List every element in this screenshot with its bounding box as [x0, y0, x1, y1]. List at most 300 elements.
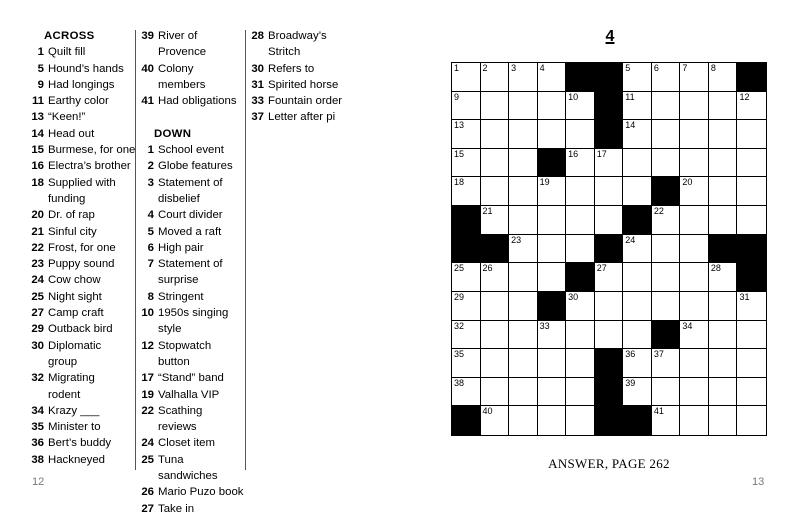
clue-text: School event: [158, 144, 224, 157]
grid-cell[interactable]: [623, 149, 652, 178]
down-clue: [138, 501, 244, 517]
clue-number: 18: [31, 176, 44, 189]
clue-text: Scathing reviews: [158, 404, 203, 434]
grid-cell[interactable]: [680, 235, 709, 264]
grid-cell[interactable]: [509, 349, 538, 378]
clue-text: Night sight: [48, 290, 102, 303]
clue-number: 41: [141, 95, 154, 108]
cell-number: 2: [482, 63, 488, 73]
grid-cell[interactable]: [652, 92, 681, 121]
cell-number: 4: [539, 63, 545, 73]
grid-cell[interactable]: [481, 92, 510, 121]
grid-cell[interactable]: [509, 378, 538, 407]
grid-block: [623, 206, 652, 235]
clue-number: 22: [31, 241, 44, 254]
cell-number: 35: [454, 349, 465, 360]
grid-cell[interactable]: [481, 63, 510, 92]
grid-cell[interactable]: [595, 177, 624, 206]
clue-text: Had longings: [48, 78, 115, 91]
down-clue: [138, 403, 244, 436]
grid-cell[interactable]: [509, 406, 538, 435]
grid-cell[interactable]: [680, 120, 709, 149]
grid-cell[interactable]: [652, 149, 681, 178]
grid-cell[interactable]: [737, 120, 766, 149]
across-clue: [28, 370, 136, 386]
column-divider: [135, 30, 136, 470]
grid-cell[interactable]: [538, 406, 567, 435]
clue-text: style: [158, 323, 182, 336]
down-clue: [138, 142, 244, 158]
grid-cell[interactable]: [737, 149, 766, 178]
grid-cell[interactable]: [509, 235, 538, 264]
clue-text: Supplied with: [48, 176, 116, 189]
clue-text: River of: [158, 30, 198, 42]
clue-number: 24: [141, 437, 154, 450]
across-clue: [28, 387, 136, 403]
clue-text: 1950s singing: [158, 307, 229, 320]
clue-number: 13: [31, 111, 44, 124]
clue-number: 5: [147, 225, 154, 238]
grid-cell[interactable]: [566, 378, 595, 407]
grid-block: [595, 406, 624, 435]
grid-cell[interactable]: [709, 406, 738, 435]
clue-number: [138, 44, 158, 60]
grid-cell[interactable]: [709, 321, 738, 350]
grid-cell[interactable]: [737, 292, 766, 321]
grid-cell[interactable]: [680, 206, 709, 235]
grid-cell[interactable]: [481, 177, 510, 206]
grid-cell[interactable]: [652, 263, 681, 292]
clue-number: 27: [141, 502, 154, 515]
grid-cell[interactable]: [538, 263, 567, 292]
grid-cell[interactable]: [709, 292, 738, 321]
grid-cell[interactable]: [709, 149, 738, 178]
across-clue: [138, 44, 244, 60]
clue-number: 14: [31, 127, 44, 140]
grid-cell[interactable]: [623, 378, 652, 407]
cell-number: 34: [682, 320, 693, 331]
clue-number: 33: [251, 95, 264, 108]
grid-cell[interactable]: [623, 177, 652, 206]
clues-column-2: [138, 28, 244, 517]
grid-cell[interactable]: [623, 120, 652, 149]
down-clue: [248, 28, 348, 44]
grid-cell[interactable]: [623, 263, 652, 292]
clue-text: Statement of: [158, 258, 223, 271]
clue-text: Head out: [48, 127, 95, 140]
grid-block: [566, 263, 595, 292]
down-clue: [138, 305, 244, 321]
across-clue: [28, 207, 136, 223]
down-clue: [138, 158, 244, 174]
clue-number: [248, 44, 268, 60]
grid-cell[interactable]: [623, 63, 652, 92]
grid-cell[interactable]: [709, 92, 738, 121]
grid-cell[interactable]: [452, 378, 481, 407]
clue-text: group: [48, 355, 78, 368]
cell-number: 15: [454, 148, 465, 159]
clue-text: Had obligations: [158, 95, 237, 108]
across-clue: [138, 93, 244, 109]
down-clue: [138, 207, 244, 223]
clue-text: Take in: [158, 502, 195, 515]
grid-cell[interactable]: [509, 321, 538, 350]
grid-cell[interactable]: [481, 406, 510, 435]
clue-text: Dr. of rap: [48, 209, 95, 222]
across-clue: [28, 44, 136, 60]
across-clue: [28, 77, 136, 93]
down-clue: [138, 289, 244, 305]
grid-cell[interactable]: [680, 263, 709, 292]
clue-number: 10: [141, 307, 154, 320]
clue-number: 39: [141, 30, 154, 42]
grid-block: [737, 235, 766, 264]
clue-number: 5: [37, 62, 44, 75]
grid-cell[interactable]: [652, 349, 681, 378]
grid-cell[interactable]: [452, 263, 481, 292]
grid-cell[interactable]: [481, 292, 510, 321]
cell-number: 14: [625, 120, 636, 131]
grid-cell[interactable]: [623, 235, 652, 264]
grid-cell[interactable]: [652, 63, 681, 92]
clue-number: 24: [31, 274, 44, 287]
clue-number: 22: [141, 404, 154, 417]
grid-cell[interactable]: [737, 349, 766, 378]
clue-text: Mario Puzo book: [158, 486, 244, 499]
grid-block: [481, 235, 510, 264]
grid-cell[interactable]: [737, 177, 766, 206]
grid-cell[interactable]: [538, 206, 567, 235]
clue-text: Camp craft: [48, 307, 104, 320]
clue-number: 6: [147, 241, 154, 254]
grid-block: [737, 263, 766, 292]
grid-cell[interactable]: [538, 92, 567, 121]
grid-block: [595, 92, 624, 121]
down-clue: [138, 370, 244, 386]
across-clue: [28, 403, 136, 419]
clue-text: Puppy sound: [48, 258, 115, 271]
clue-number: 3: [147, 176, 154, 189]
grid-cell[interactable]: [538, 63, 567, 92]
grid-cell[interactable]: [481, 206, 510, 235]
grid-cell[interactable]: [680, 378, 709, 407]
cell-number: 21: [482, 206, 493, 217]
grid-cell[interactable]: [538, 321, 567, 350]
down-clue: [138, 272, 244, 288]
across-clue: [28, 126, 136, 142]
down-clue: [138, 224, 244, 240]
across-clue: [28, 240, 136, 256]
clue-text: Refers to: [268, 62, 315, 75]
grid-cell[interactable]: [709, 120, 738, 149]
cell-number: 22: [653, 206, 664, 217]
clue-number: 20: [31, 209, 44, 222]
clue-text: surprise: [158, 274, 199, 287]
clue-number: 25: [141, 453, 154, 466]
clue-number: 8: [147, 290, 154, 303]
grid-cell[interactable]: [481, 149, 510, 178]
grid-cell[interactable]: [566, 177, 595, 206]
grid-cell[interactable]: [680, 406, 709, 435]
grid-cell[interactable]: [680, 177, 709, 206]
across-clue: [28, 109, 136, 125]
grid-cell[interactable]: [680, 92, 709, 121]
grid-cell[interactable]: [595, 292, 624, 321]
clue-text: Migrating: [48, 372, 95, 385]
grid-cell[interactable]: [737, 378, 766, 407]
cell-number: 36: [625, 349, 636, 360]
down-clue: [138, 321, 244, 337]
grid-cell[interactable]: [709, 177, 738, 206]
down-clue: [138, 175, 244, 191]
grid-cell[interactable]: [680, 292, 709, 321]
grid-block: [652, 321, 681, 350]
page-number-right: 13: [752, 476, 765, 488]
clue-text: Quilt fill: [48, 46, 86, 59]
clue-number: 29: [31, 323, 44, 336]
grid-cell[interactable]: [623, 92, 652, 121]
clue-text: Krazy ___: [48, 404, 100, 417]
cell-number: 17: [596, 148, 607, 159]
grid-cell[interactable]: [566, 349, 595, 378]
grid-cell[interactable]: [509, 206, 538, 235]
clue-text: “Stand” band: [158, 372, 224, 385]
grid-cell[interactable]: [538, 120, 567, 149]
grid-block: [538, 292, 567, 321]
cell-number: 16: [568, 148, 579, 159]
grid-cell[interactable]: [481, 263, 510, 292]
clue-text: Minister to: [48, 421, 101, 434]
grid-cell[interactable]: [538, 235, 567, 264]
grid-cell[interactable]: [452, 120, 481, 149]
cell-number: 19: [539, 177, 550, 188]
grid-cell[interactable]: [509, 149, 538, 178]
across-clue: [28, 158, 136, 174]
grid-cell[interactable]: [481, 378, 510, 407]
clue-number: 16: [31, 160, 44, 173]
grid-cell[interactable]: [481, 120, 510, 149]
cell-number: 29: [454, 291, 465, 302]
grid-cell[interactable]: [452, 292, 481, 321]
grid-cell[interactable]: [566, 321, 595, 350]
grid-cell[interactable]: [481, 321, 510, 350]
grid-cell[interactable]: [680, 149, 709, 178]
grid-cell[interactable]: [652, 206, 681, 235]
clue-number: [138, 321, 158, 337]
clue-number: 30: [251, 62, 264, 75]
clue-number: 32: [31, 372, 44, 385]
grid-cell[interactable]: [566, 292, 595, 321]
grid-cell[interactable]: [452, 63, 481, 92]
cell-number: 12: [739, 91, 750, 102]
grid-cell[interactable]: [680, 63, 709, 92]
cell-number: 25: [454, 263, 465, 274]
cell-number: 9: [454, 91, 460, 102]
grid-cell[interactable]: [623, 292, 652, 321]
clue-number: 17: [141, 372, 154, 385]
grid-cell[interactable]: [680, 349, 709, 378]
clue-text: High pair: [158, 241, 204, 254]
across-clue: [28, 175, 136, 191]
grid-cell[interactable]: [709, 263, 738, 292]
cell-number: 3: [511, 63, 517, 73]
clue-text: Provence: [158, 46, 207, 59]
clue-number: 40: [141, 62, 154, 75]
clue-number: [28, 191, 48, 207]
grid-cell[interactable]: [566, 149, 595, 178]
grid-cell[interactable]: [481, 349, 510, 378]
grid-cell[interactable]: [680, 321, 709, 350]
grid-cell[interactable]: [509, 63, 538, 92]
grid-cell[interactable]: [652, 120, 681, 149]
down-clue: [248, 77, 348, 93]
clue-text: disbelief: [158, 192, 200, 205]
down-clue: [248, 109, 348, 125]
grid-cell[interactable]: [566, 206, 595, 235]
clue-number: 12: [141, 339, 154, 352]
across-clue: [28, 321, 136, 337]
grid-block: [595, 378, 624, 407]
cell-number: 7: [682, 63, 688, 73]
grid-block: [737, 63, 766, 92]
grid-cell[interactable]: [452, 177, 481, 206]
clue-text: Cow chow: [48, 274, 101, 287]
clue-number: [138, 191, 158, 207]
clue-text: “Keen!”: [48, 111, 86, 124]
clue-text: Hackneyed: [48, 453, 105, 466]
puzzle-number: 4: [605, 28, 615, 45]
across-clue: [28, 142, 136, 158]
grid-cell[interactable]: [538, 378, 567, 407]
grid-block: [566, 63, 595, 92]
across-clue: [28, 435, 136, 451]
down-clue: [248, 93, 348, 109]
clue-text: Frost, for one: [48, 241, 116, 254]
cell-number: 13: [454, 120, 465, 131]
grid-cell[interactable]: [509, 177, 538, 206]
grid-cell[interactable]: [566, 92, 595, 121]
clue-number: 1: [37, 46, 44, 59]
clue-text: Court divider: [158, 209, 223, 222]
grid-cell[interactable]: [538, 349, 567, 378]
down-clue: [138, 256, 244, 272]
across-clue: [28, 272, 136, 288]
clue-number: 34: [31, 404, 44, 417]
clue-number: 2: [147, 160, 154, 173]
clue-text: Hound’s hands: [48, 62, 124, 75]
grid-cell[interactable]: [595, 206, 624, 235]
spacer: [138, 109, 244, 125]
grid-cell[interactable]: [595, 149, 624, 178]
clue-number: 19: [141, 388, 154, 401]
across-clue: [28, 61, 136, 77]
cell-number: 37: [653, 349, 664, 360]
down-clues-column-3: [248, 28, 348, 126]
cell-number: 41: [653, 406, 664, 417]
cell-number: 23: [511, 234, 522, 245]
clue-number: 28: [251, 30, 264, 42]
grid-cell[interactable]: [595, 263, 624, 292]
grid-cell[interactable]: [623, 349, 652, 378]
cell-number: 6: [653, 63, 659, 73]
grid-cell[interactable]: [737, 206, 766, 235]
grid-cell[interactable]: [595, 321, 624, 350]
grid-cell[interactable]: [566, 235, 595, 264]
clue-text: Broadway’s: [268, 30, 327, 42]
grid-cell[interactable]: [452, 149, 481, 178]
clue-number: [28, 354, 48, 370]
cell-number: 1: [454, 63, 460, 73]
cell-number: 40: [482, 406, 493, 417]
grid-cell[interactable]: [737, 92, 766, 121]
down-clue: [138, 240, 244, 256]
clue-number: 7: [147, 258, 154, 271]
grid-cell[interactable]: [709, 349, 738, 378]
grid-cell[interactable]: [566, 406, 595, 435]
grid-block: [595, 63, 624, 92]
down-clue: [138, 484, 244, 500]
clue-number: [138, 272, 158, 288]
down-clue: [138, 191, 244, 207]
grid-cell[interactable]: [652, 235, 681, 264]
grid-cell[interactable]: [509, 292, 538, 321]
page-number-left: 12: [32, 476, 45, 488]
grid-cell[interactable]: [652, 292, 681, 321]
grid-cell[interactable]: [737, 321, 766, 350]
cell-number: 33: [539, 320, 550, 331]
clue-text: Globe features: [158, 160, 233, 173]
clue-number: 31: [251, 78, 264, 91]
clue-text: Stringent: [158, 290, 204, 303]
grid-cell[interactable]: [538, 177, 567, 206]
grid-cell[interactable]: [709, 206, 738, 235]
grid-cell[interactable]: [509, 120, 538, 149]
clue-text: Tuna sandwiches: [158, 453, 218, 483]
down-clue: [248, 61, 348, 77]
down-clue: [138, 387, 244, 403]
column-divider: [245, 30, 246, 470]
clue-text: Statement of: [158, 176, 223, 189]
grid-cell[interactable]: [566, 120, 595, 149]
clue-text: Electra’s brother: [48, 160, 131, 173]
grid-cell[interactable]: [652, 406, 681, 435]
grid-cell[interactable]: [623, 321, 652, 350]
clue-number: 9: [37, 78, 44, 91]
grid-cell[interactable]: [452, 92, 481, 121]
down-clue: [138, 354, 244, 370]
across-clues-column-1: [28, 28, 136, 468]
cell-number: 18: [454, 177, 465, 188]
grid-cell[interactable]: [709, 63, 738, 92]
grid-cell[interactable]: [509, 263, 538, 292]
grid-cell[interactable]: [452, 321, 481, 350]
clue-text: Stritch: [268, 46, 301, 59]
answer-reference: ANSWER, PAGE 262: [548, 456, 670, 471]
down-clue: [138, 338, 244, 354]
cell-number: 26: [482, 263, 493, 274]
clue-number: 15: [31, 144, 44, 157]
grid-cell[interactable]: [509, 92, 538, 121]
clue-number: [138, 354, 158, 370]
grid-cell[interactable]: [709, 378, 738, 407]
across-clue: [138, 28, 244, 44]
grid-cell[interactable]: [452, 349, 481, 378]
clue-number: 25: [31, 290, 44, 303]
clue-text: Letter after pi: [268, 111, 336, 124]
grid-cell[interactable]: [737, 406, 766, 435]
grid-cell[interactable]: [652, 378, 681, 407]
grid-block: [595, 120, 624, 149]
